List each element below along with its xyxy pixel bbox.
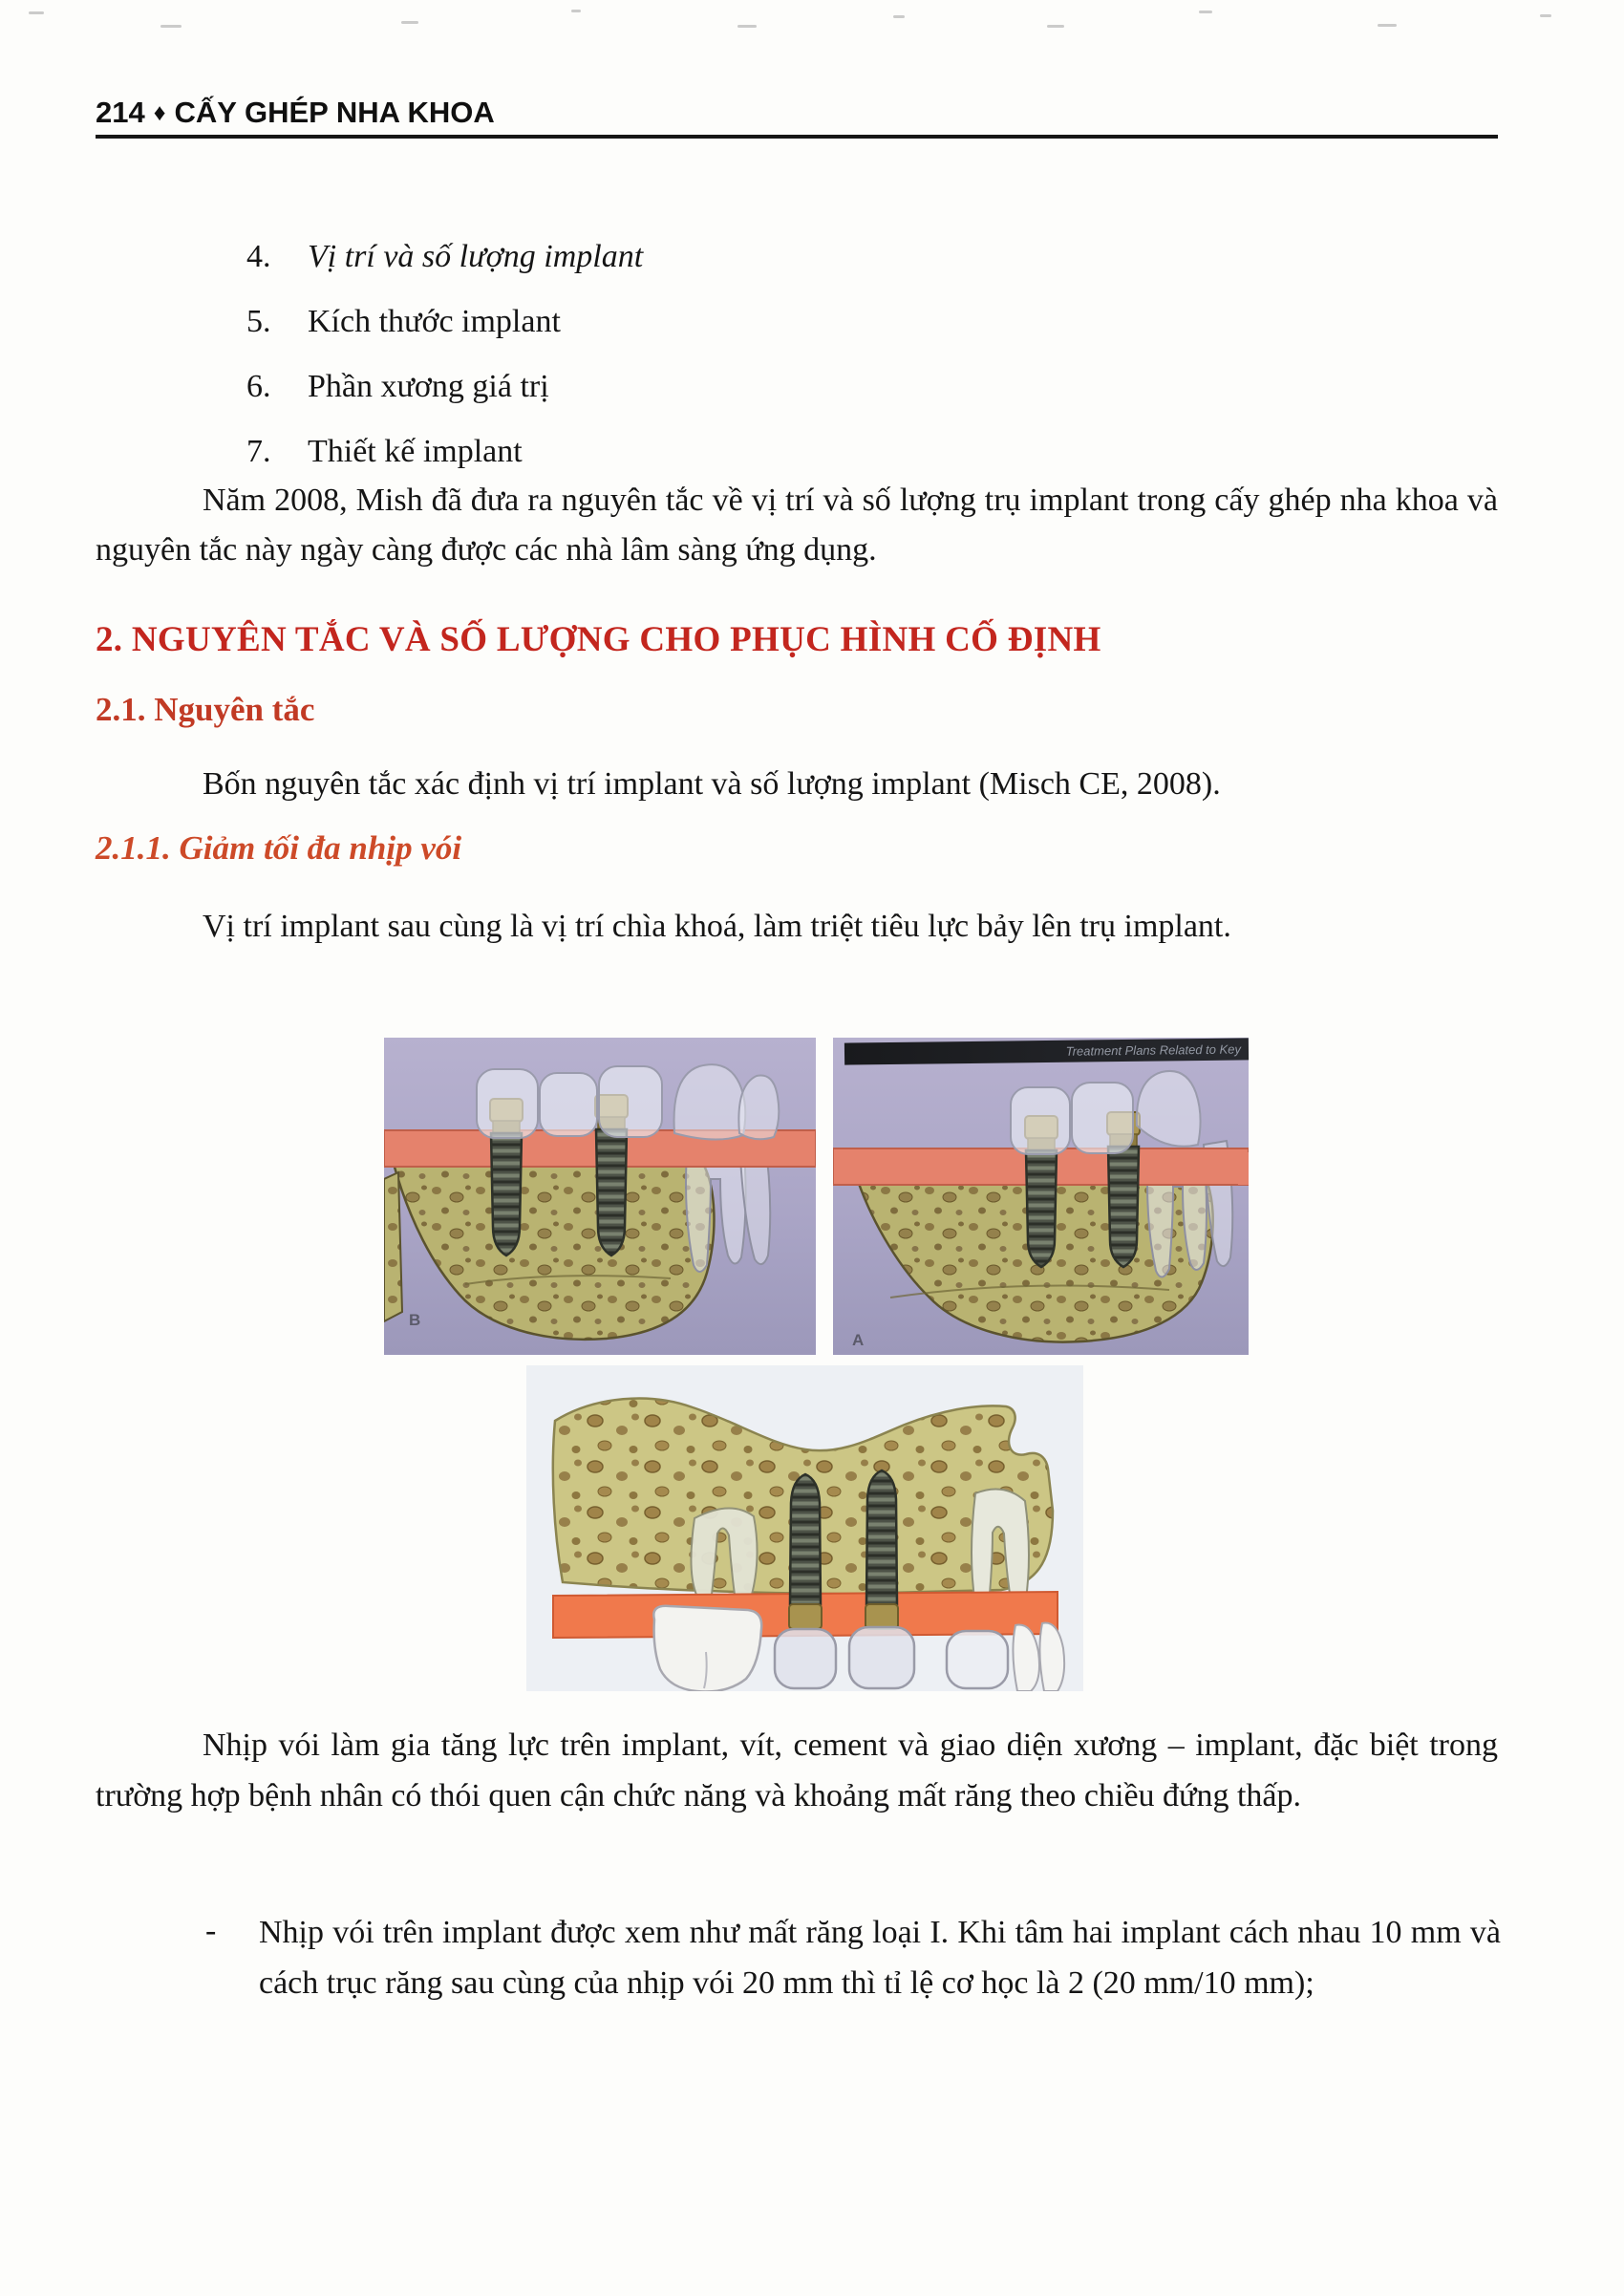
list-item-text: Phần xương giá trị: [308, 369, 549, 404]
crown-bridge: [477, 1069, 538, 1138]
figure-label-a: A: [852, 1331, 865, 1349]
scan-artifact: [1047, 25, 1064, 28]
paragraph-principles: Bốn nguyên tắc xác định vị trí implant và số lượng implant (Misch CE, 2008).: [203, 766, 1221, 802]
bullet-text: Nhịp vói trên implant được xem như mất răng loại I. Khi tâm hai implant cách nhau 10 mm và cách trục răng sau cùng của nhịp vói 20 mm thì tỉ lệ cơ học là 2 (20 mm/10 mm);: [259, 1915, 1501, 2001]
page-header: [96, 96, 495, 130]
bullet-item: [205, 1907, 1501, 2008]
maxilla-illustration: [526, 1365, 1083, 1691]
scan-artifact: [1378, 24, 1397, 27]
section-heading: 2. NGUYÊN TẮC VÀ SỐ LƯỢNG CHO PHỤC HÌNH CỐ ĐỊNH: [96, 620, 1101, 659]
list-item-number: 5.: [246, 304, 271, 339]
figure-mandible-a: [833, 1038, 1249, 1355]
scan-artifact: [1199, 11, 1212, 13]
scan-artifact: [401, 21, 418, 24]
figure-label-b: B: [409, 1311, 421, 1329]
crown-bridge: [599, 1066, 662, 1137]
subsection-heading: 2.1. Nguyên tắc: [96, 691, 315, 728]
scan-artifact: [1540, 14, 1551, 17]
list-item-number: 7.: [246, 434, 271, 469]
list-item-number: 6.: [246, 369, 271, 404]
mandible-illustration-b: [384, 1038, 816, 1355]
header-rule: [96, 135, 1498, 139]
subsubsection-heading: 2.1.1. Giảm tối đa nhịp vói: [96, 829, 462, 867]
list-item-text: Thiết kế implant: [308, 434, 523, 469]
list-item: [246, 369, 643, 409]
bullet-marker: -: [205, 1913, 217, 1948]
list-item: [246, 434, 643, 474]
ordered-list: [246, 239, 643, 499]
implant-crown: [775, 1629, 836, 1688]
figure-mandible-b: [384, 1038, 816, 1355]
scan-artifact: [893, 15, 905, 18]
list-item: [246, 239, 643, 279]
scan-artifact: [29, 11, 44, 14]
natural-tooth-crown: [947, 1631, 1008, 1688]
page-number: 214: [96, 96, 145, 129]
diamond-icon: ♦: [153, 99, 166, 126]
book-title: CẤY GHÉP NHA KHOA: [174, 96, 495, 129]
bone-sliver: [384, 1172, 402, 1321]
crown-bridge: [1072, 1083, 1133, 1153]
mandible-illustration-a: [833, 1038, 1249, 1355]
figure-banner-text: Treatment Plans Related to Key: [1065, 1041, 1242, 1059]
molar-crown: [653, 1606, 761, 1691]
scan-artifact: [737, 25, 757, 28]
crown-bridge: [1011, 1087, 1070, 1154]
list-item-number: 4.: [246, 239, 271, 274]
paragraph-key-position: Vị trí implant sau cùng là vị trí chìa khoá, làm triệt tiêu lực bảy lên trụ implant.: [203, 909, 1231, 944]
paragraph-cantilever: Nhịp vói làm gia tăng lực trên implant, vít, cement và giao diện xương – implant, đặc biệt trong trường hợp bệnh nhân có thói quen cận chức năng và khoảng mất răng theo chiều đứng thấp.: [96, 1727, 1498, 1813]
scan-artifact: [160, 25, 182, 28]
implant-screw: [865, 1470, 898, 1629]
list-item: [246, 304, 643, 344]
list-item-text: Kích thước implant: [308, 304, 561, 339]
gum-band-right: [1238, 1152, 1249, 1185]
figure-maxilla: [526, 1365, 1083, 1691]
scan-artifact: [571, 10, 581, 12]
paragraph-intro: Năm 2008, Mish đã đưa ra nguyên tắc về vị trí và số lượng trụ implant trong cấy ghép nha khoa và nguyên tắc này ngày càng được các nhà lâm sàng ứng dụng.: [96, 483, 1498, 568]
natural-tooth-crown: [674, 1064, 746, 1139]
implant-screw: [789, 1474, 822, 1629]
implant-crown: [849, 1627, 914, 1688]
crown-bridge: [540, 1073, 597, 1136]
list-item-text: Vị trí và số lượng implant: [308, 239, 644, 274]
